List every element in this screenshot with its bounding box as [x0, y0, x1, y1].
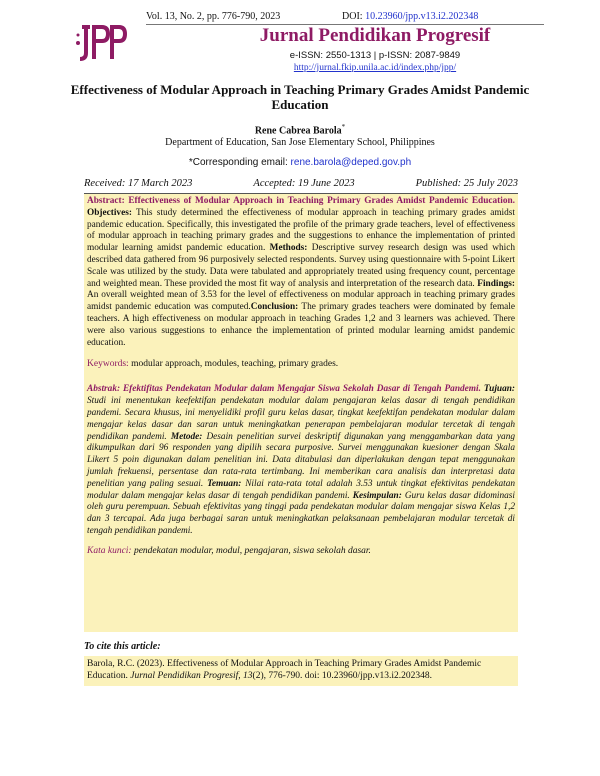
abstrak-heading: Abstrak: Efektifitas Pendekatan Modular dalam Mengajar Siswa Sekolah Dasar di Tengah Pandemi.: [87, 384, 481, 395]
keywords-label: Keywords:: [87, 359, 129, 370]
objectives-text: This study determined the effectiveness of modular approach in teaching primary grades amidst pandemic education. Specifically, this investigated the profile of the primary grade teachers, level of effectiveness of modular approach in teaching primary grades and the suggestions to enhance the implementation of printed modular learning amidst pandemic education.: [87, 207, 515, 254]
kesimpulan-label: Kesimpulan:: [352, 490, 402, 501]
citation-box: [84, 656, 518, 686]
doi: [342, 11, 478, 22]
temuan-label: Temuan:: [207, 478, 242, 489]
metode-label: Metode:: [170, 431, 203, 442]
corresponding-email: [0, 157, 600, 168]
citation-volume: 13: [243, 671, 253, 681]
doi-label: DOI:: [342, 11, 366, 22]
metode-text: Desain penelitian survei deskriptif digunakan yang menggambarkan data yang dikumpulkan dari 96 responden yang dipilih secara purposive. Survei menggunakan kuesioner dengan Skala Likert 5 poin digunakan dalam penelitian ini. Data ditabulasi dan diperlakukan dengan tepat menggunakan jumlah frekuensi, persentase dan rata-rata tertimbang. Ini memberikan cara analisis dan interpretasi data penelitian yang paling sesuai.: [87, 431, 515, 489]
abstract-id: [87, 384, 515, 537]
methods-text: Descriptive survey research design was used which described data gathered from 96 purposively selected respondents. Survey using questionnaire with 5-point Likert Scale was utilized by the study. Data were tabulated and appropriately treated using frequency count, percentage and weighted mean. These provided the most fit way of analysis and interpretation of the research data.: [87, 243, 516, 289]
keywords-text: modular approach, modules, teaching, primary grades.: [128, 359, 339, 370]
keywords-id: [87, 546, 515, 556]
doi-link[interactable]: 10.23960/jpp.v13.i2.202348: [365, 11, 479, 22]
accepted-date: Accepted: 19 June 2023: [253, 178, 355, 189]
citation-journal: Jurnal Pendidikan Progresif: [130, 671, 239, 681]
published-date: Published: 25 July 2023: [415, 178, 518, 189]
findings-label: Findings:: [477, 278, 515, 289]
conclusion-text: The primary grades teachers were dominated by female teachers. A high effectiveness on modular approach in teaching Grades 1,2 and 3 learners was achieved. There were also various suggestions to enhance the implementation of printed modular learning amidst pandemic education.: [87, 302, 516, 348]
methods-label: Methods:: [269, 243, 308, 254]
journal-url: [0, 63, 600, 73]
citation-sep: ,: [238, 671, 244, 681]
temuan-text: Nilai rata-rata total adalah 3.53 untuk tingkat efektivitas pendekatan modular dalam mengajar kelas dasar di tengah pendidikan pandemi.: [87, 478, 515, 501]
journal-url-link[interactable]: http://jurnal.fkip.unila.ac.id/index.php/jpp/: [293, 63, 457, 73]
author-name: Rene Cabrea Barola: [254, 125, 342, 137]
journal-header: [0, 0, 600, 82]
tujuan-text: Studi ini menentukan keefektifan pendekatan modular dalam pengajaran kelas dasar di tengah pendidikan pandemi. Secara khusus, ini menyelidiki profil guru kelas dasar, tingkat keefektifan pendekatan modular dalam mengajar kelas dasar dan saran untuk meningkatkan penerapan pembelajaran modular tercetak di tengah pendidikan pandemi.: [87, 396, 515, 442]
email-label: *Corresponding email:: [188, 157, 291, 168]
citation-part2: (2), 776-790. doi: 10.23960/jpp.v13.i2.202348.: [252, 671, 432, 681]
author: [0, 123, 600, 136]
email-link[interactable]: rene.barola@deped.gov.ph: [290, 157, 412, 168]
article-dates: [84, 178, 518, 189]
abstract-en: [87, 196, 515, 349]
journal-name: Jurnal Pendidikan Progresif: [259, 25, 491, 46]
keywords-en: [87, 359, 515, 369]
citation-part1: Barola, R.C. (2023). Effectiveness of Modular Approach in Teaching Primary Grades Amidst Pandemic Education.: [87, 659, 482, 681]
author-mark: *: [341, 123, 346, 131]
abstract-box: [84, 194, 518, 632]
article-title: Effectiveness of Modular Approach in Teaching Primary Grades Amidst Pandemic Education: [70, 82, 530, 112]
conclusion-label: Conclusion:: [250, 302, 299, 313]
volume-info: Vol. 13, No. 2, pp. 776-790, 2023: [146, 11, 281, 22]
tujuan-label: Tujuan:: [483, 384, 516, 395]
abstract-heading: Abstract: Effectiveness of Modular Approach in Teaching Primary Grades Amidst Pandemic Education.: [87, 196, 515, 206]
kesimpulan-text: Guru kelas dasar didominasi oleh guru perempuan. Sebuah efektivitas yang tinggi pada pendekatan modular dalam mengajar siswa Kelas 1,2 dan 3 tercapai. Ada juga berbagai saran untuk meningkatkan pelaksanaan pembelajaran modular tercetak di tengah pendidikan pandemi.: [87, 490, 516, 536]
objectives-label: Objectives:: [87, 207, 132, 218]
kata-kunci-label: Kata kunci:: [87, 545, 132, 556]
findings-text: An overall weighted mean of 3.53 for the level of effectiveness on modular approach in teaching primary grades amidst pandemic education was computed.: [87, 290, 515, 313]
citation-heading: To cite this article:: [84, 641, 161, 652]
received-date: Received: 17 March 2023: [84, 178, 193, 189]
affiliation: Department of Education, San Jose Elementary School, Philippines: [165, 137, 435, 148]
kata-kunci-text: pendekatan modular, modul, pengajaran, siswa sekolah dasar.: [131, 545, 371, 556]
issn: e-ISSN: 2550-1313 | p-ISSN: 2087-9849: [289, 50, 461, 61]
